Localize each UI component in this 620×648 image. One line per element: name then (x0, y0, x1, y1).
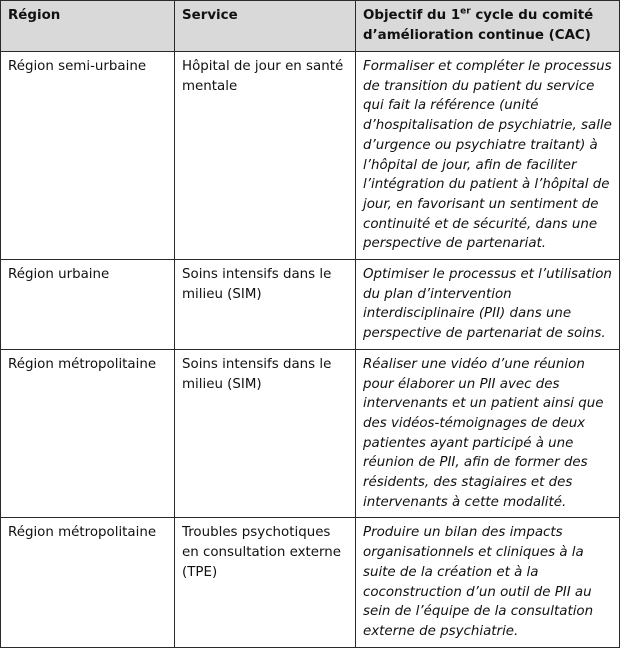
cell-objectif: Formaliser et compléter le processus de transition du patient du service qui fait la référence (unité d’hospitalisation de psychiatrie, salle d’urgence ou psychiatre traitant) à l’hôpital de jour, afin de faciliter l’intégration du patient à l’hôpital de jour, en favorisant un sentiment de continuité et de sécurité, dans une perspective de partenariat. (356, 52, 620, 260)
cell-region: Région urbaine (1, 260, 175, 350)
table-row (1, 52, 620, 260)
cell-service: Soins intensifs dans le milieu (SIM) (175, 349, 356, 518)
cell-objectif: Optimiser le processus et l’utilisation du plan d’intervention interdisciplinaire (PII) dans une perspective de partenariat de soins. (356, 260, 620, 350)
header-objectif-prefix: Objectif du 1 (363, 8, 461, 23)
cell-objectif: Réaliser une vidéo d’une réunion pour élaborer un PII avec des intervenants et un patient ainsi que des vidéos-témoignages de deux patientes ayant participé à une réunion de PII, afin de former des résidents, des stagiaires et des intervenants à cette modalité. (356, 349, 620, 518)
header-service: Service (175, 1, 356, 52)
cell-objectif: Produire un bilan des impacts organisationnels et cliniques à la suite de la création et à la coconstruction d’un outil de PII au sein de l’équipe de la consultation externe de psychiatrie. (356, 518, 620, 647)
cell-service: Troubles psychotiques en consultation externe (TPE) (175, 518, 356, 647)
table-row (1, 260, 620, 350)
cell-region: Région semi-urbaine (1, 52, 175, 260)
table-row (1, 349, 620, 518)
header-objectif-suffix: cycle du comité d’amélioration continue (CAC) (363, 8, 594, 43)
cell-region: Région métropolitaine (1, 518, 175, 647)
cell-service: Hôpital de jour en santé mentale (175, 52, 356, 260)
header-region: Région (1, 1, 175, 52)
cell-service: Soins intensifs dans le milieu (SIM) (175, 260, 356, 350)
header-objectif (356, 1, 620, 52)
cell-region: Région métropolitaine (1, 349, 175, 518)
table-row (1, 518, 620, 647)
table-header-row (1, 1, 620, 52)
header-objectif-sup: er (460, 6, 471, 17)
